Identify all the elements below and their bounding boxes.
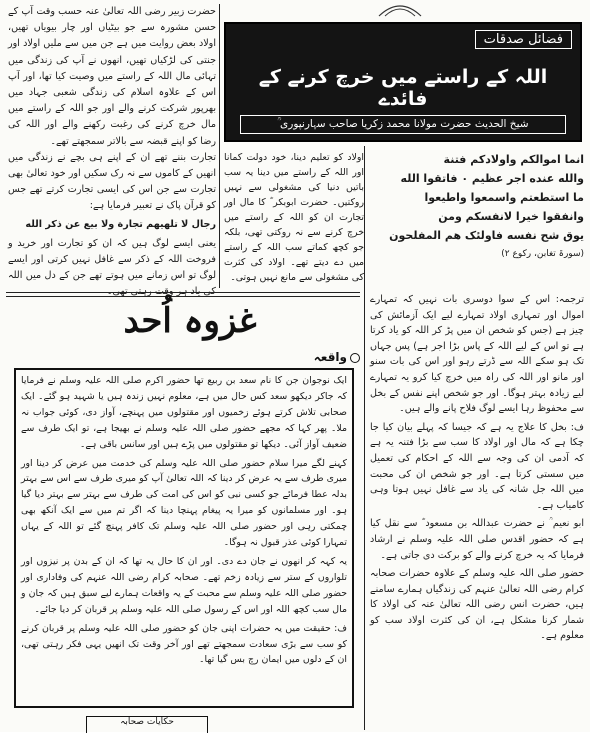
bottom-section-tag: حکایات صحابہ [86,716,208,733]
horizontal-divider [6,296,360,297]
paragraph: ایک نوجوان جن کا نام سعد بن ربیع تھا حضور اکرم صلی اللہ علیہ وسلم نے فرمایا کہ جاکر دیکھو سعد کس حال میں ہے، معلوم نہیں زندہ ہیں یا شہید ہو گئے۔ ایک صحابی تلاش کرتے ہوئے زخمیوں اور مقتولوں میں پہنچے، آواز دی، کوئی جواب نہ ملا۔ پھر کہا کہ مجھے حضور صلی اللہ علیہ وسلم نے بھیجا ہے، تو ایک طرف سے ضعیف آواز آئی۔ دیکھا تو مقتولوں میں پڑے ہیں اور سانس باقی ہے۔ [21,375,347,450]
section-title: غزوہ اُحد [123,301,257,341]
paragraph: ف: حقیقت میں یہ حضرات اپنی جان کو حضور صلی اللہ علیہ وسلم پر قربان کرنے کو سب سے بڑی سعادت سمجھتے تھے اور آخر وقت تک انھیں یہی فکر رہتی تھی، ان کے دلوں میں ایمان رچ بس گیا تھا۔ [21,622,347,666]
quran-verse-block [370,150,584,288]
subtitle-text: واقعہ [313,350,347,364]
story-box [14,368,354,708]
bullet-icon [350,353,360,363]
verse-line: وانفقوا خیرا لانفسکم ومن [438,210,584,223]
paragraph: تجارت بننے تھے ان کے اپنے ہی بچے نے زندگی میں انھیں کے کاموں سے نہ رک سکیں اور خود تعالیٰ بھی تجارت سے جن اس کی ایسی تجارت کرتے تھے جس کو قرآن پاک نے تعبیر فرمایا ہے: [8,152,216,211]
translation-paragraph: ترجمہ: اس کے سوا دوسری بات نہیں کہ تمہارے اموال اور تمہاری اولاد تمہارے لیے ایک آزمائش کی چیز ہے (جس کو شخص ان میں پڑ کر اللہ کو یاد کرتا ہے تو اس کے لیے اللہ کے پاس بڑا اجر ہے) پس جہاں تک ہو سکے اللہ سے ڈرتے رہو اور اس کی بات سنو اور مانو اور اللہ کی راہ میں خرچ کیا کرو یہ تمہارے لیے زیادہ بہتر ہوگا۔ اور جو شخص اپنے نفس کے بخل سے محفوظ رہا ایسے لوگ فلاح پانے والے ہیں۔ [370,294,584,415]
middle-column [224,150,364,288]
article-title: اللہ کے راستے میں خرچ کرنے کے فائدے [258,66,548,110]
paragraph: کہنے لگے میرا سلام حضور صلی اللہ علیہ وسلم کی خدمت میں عرض کر دینا اور میری طرف سے یہ عرض کر دینا کہ اللہ تعالیٰ آپ کو میری طرف سے اس سے بہتر بدلہ عطا فرمائے جو کسی نبی کو اس کی امت کی طرف سے بہتر سے بہتر دیا گیا ہو۔ اور مسلمانوں کو میرا یہ پیغام پہنچا دینا کہ اگر تم میں سے ایک آنکھ بھی چمکتی رہی اور حضور صلی اللہ علیہ وسلم تک کافر پہنچ گئے تو اللہ کے یہاں تمہارا کوئی عذر قبول نہ ہوگا۔ [21,457,347,549]
verse-line: انما اموالکم واولادکم فتنة [443,153,584,166]
verse-reference: (سورۃ تغابن، رکوع ۲) [501,249,584,259]
series-label: فضائل صدقات [475,30,572,49]
horizontal-divider [6,292,360,293]
article-banner [224,22,582,142]
paragraph: یہ کہہ کر انھوں نے جان دے دی۔ اور ان کا حال یہ تھا کہ ان کے بدن پر نیزوں اور تلواروں کے ستر سے زیادہ زخم تھے۔ صحابہ کرام رضی اللہ عنہم کی وفاداری اور حضور صلی اللہ علیہ وسلم سے محبت کے یہ واقعات ہمارے لیے سبق ہیں کہ جان و مال سب کچھ اللہ اور اس کے رسول صلی اللہ علیہ وسلم پر قربان کر دیا جائے۔ [21,555,347,615]
verse-line: ما استطعتم واسمعوا واطیعوا [424,191,584,204]
verse-line: یوق شح نفسه فاولئک هم المفلحون [389,229,584,242]
verse-line: والله عنده اجر عظیم ۰ فاتقوا الله [400,172,584,185]
section-subtitle [270,350,360,364]
paragraph: یعنی ایسے لوگ ہیں کہ ان کو تجارت اور خرید و فروخت اللہ کے ذکر سے غافل نہیں کرتی اور ایسے لوگ تو اس زمانے میں ہوتے تھے جن کے دل میں اللہ کی یاد ہر وقت رہتی تھی۔ [8,238,216,297]
emblem-icon [375,0,425,18]
right-lower-column [370,292,584,728]
column-divider [219,4,220,288]
quote-line: رجال لا تلهیهم تجارة ولا بیع عن ذکر الله [25,219,216,230]
column-divider [364,146,365,730]
paragraph: اولاد کو تعلیم دینا، خود دولت کمانا اور اللہ کے راستے میں دینا یہ سب باتیں دنیا کی مشغولی سے نہیں روکتیں۔ حضرت ابوبکر ؓ کا مال اور تجارت ان کو اللہ کے راستے میں خرچ کرنے سے نہ روکتی تھی، بلکہ جو کچھ کماتے سب اللہ کے راستے میں دے دیتے تھے۔ اولاد کی کثرت کی مشغولی سے مانع نہیں ہوتی۔ [224,152,364,283]
left-column-continued [8,150,216,297]
paragraph: ف: بخل کا علاج یہ ہے کہ جیسا کہ پہلے بیان کیا جا چکا ہے کہ مال اور اولاد کا سب سے بڑا فتنہ یہ ہے کہ آدمی ان کی وجہ سے اللہ کے احکام کی تعمیل میں سستی کرتا ہے۔ اور جو شخص ان کی محبت میں اللہ جل شانہ کی یاد سے غافل نہیں ہوتا وہی کامیاب ہے۔ [370,421,584,511]
paragraph: ابو نعیم ؒ نے حضرت عبداللہ بن مسعود ؓ سے نقل کیا ہے کہ حضور اقدس صلی اللہ علیہ وسلم نے ارشاد فرمایا کہ یہ خرچ کرنے والے کو برکت دی جاتی ہے۔ [370,518,584,561]
paragraph: حضور صلی اللہ علیہ وسلم کے علاوہ حضرات صحابہ کرام رضی اللہ تعالیٰ عنہم کی زندگیاں ہمارے سامنے ہیں، حضرت انس رضی اللہ تعالیٰ عنہ کی اولاد کا شمار کرنا مشکل ہے، ان کی کثرت اولاد سب کو معلوم ہے۔ [370,568,584,642]
paragraph: حضرت زبیر رضی اللہ تعالیٰ عنہ حسب وقت آپ کے حسن مشورہ سے جو بیٹیاں اور چار بیویاں تھیں، اولاد بعض روایت میں ہے جن میں سے ملیں اولاد اور جنتی کی لڑکیاں تھیں، انھوں نے آپ کی زندگی میں تہائی مال اللہ کے راستے میں وصیت کیا تھا، اور آپ اس کے علاوہ اسلام کی زندگی شعبی جہاد میں بھرپور شرکت کرنے والے اور جو اللہ کے راستے میں مال خرچ کرنے کی رغبت رکھنے والے اور اللہ کی رضا کو اپنے قبضہ سے بالاتر سمجھتے تھے۔ [8,6,216,147]
author-line: شیخ الحدیث حضرت مولانا محمد زکریا صاحب سہارنپوری ؒ [240,115,566,134]
story-text [21,373,347,703]
